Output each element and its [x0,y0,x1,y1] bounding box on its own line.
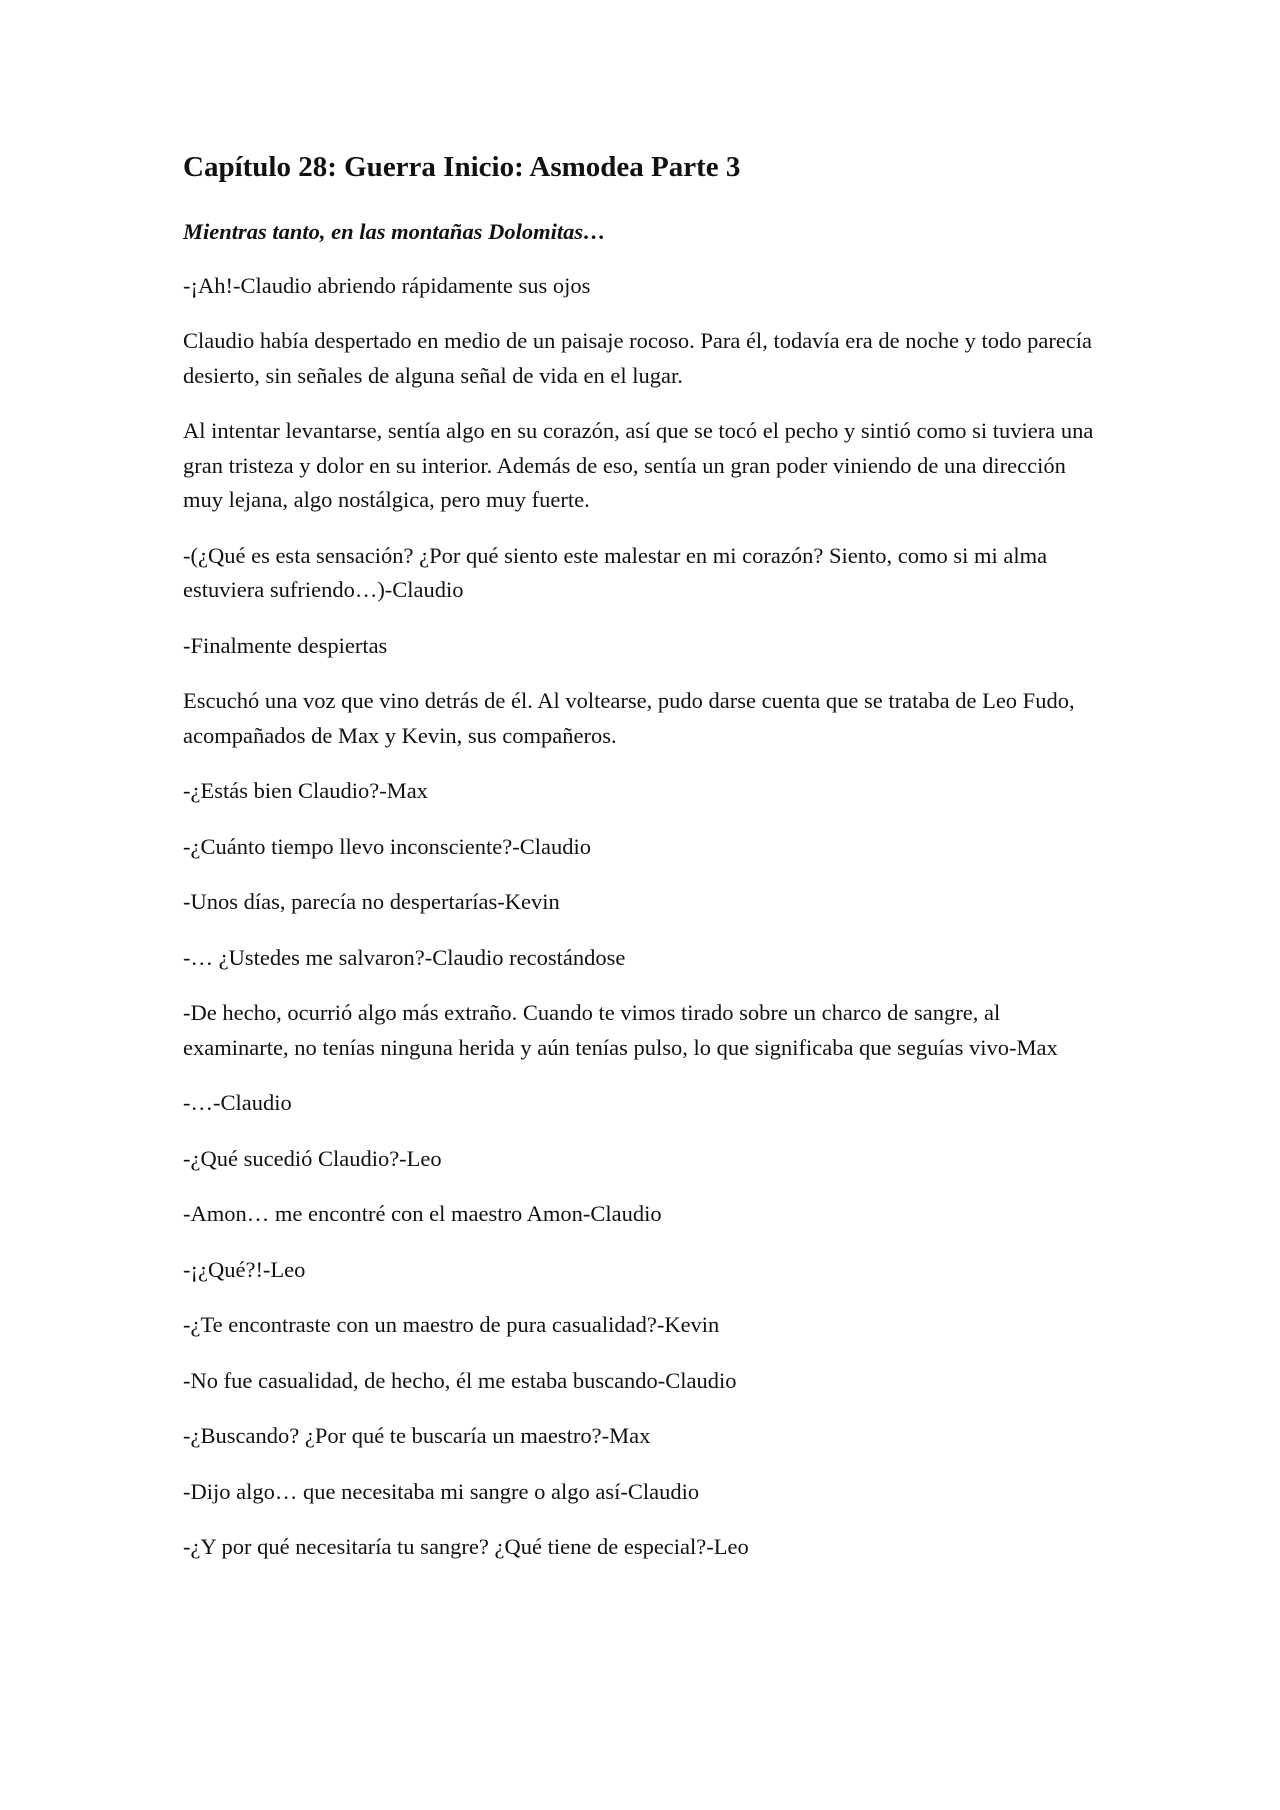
paragraph: -De hecho, ocurrió algo más extraño. Cuando te vimos tirado sobre un charco de sangre, al examinarte, no tenías ninguna herida y aún tenías pulso, lo que significaba que seguías vivo-Max [183,1000,1058,1060]
chapter-title: Capítulo 28: Guerra Inicio: Asmodea Parte 3 [183,151,741,183]
paragraph: -¿Cuánto tiempo llevo inconsciente?-Claudio [183,833,592,859]
paragraph: -¡¿Qué?!-Leo [183,1256,306,1282]
document-page [183,150,1103,1586]
paragraph: -Dijo algo… que necesitaba mi sangre o algo así-Claudio [183,1478,700,1504]
paragraph: -¿Buscando? ¿Por qué te buscaría un maestro?-Max [183,1423,651,1449]
paragraph: -Amon… me encontré con el maestro Amon-Claudio [183,1201,662,1227]
paragraph: Claudio había despertado en medio de un paisaje rocoso. Para él, todavía era de noche y todo parecía desierto, sin señales de alguna señal de vida en el lugar. [183,328,1093,388]
paragraph: Escuchó una voz que vino detrás de él. Al voltearse, pudo darse cuenta que se trataba de Leo Fudo, acompañados de Max y Kevin, sus compañeros. [183,688,1075,748]
paragraph: -¿Qué sucedió Claudio?-Leo [183,1145,442,1171]
scene-subtitle: Mientras tanto, en las montañas Dolomitas… [183,218,606,244]
paragraph: -¿Estás bien Claudio?-Max [183,778,428,804]
paragraph: -¿Y por qué necesitaría tu sangre? ¿Qué tiene de especial?-Leo [183,1534,749,1560]
paragraph: -Finalmente despiertas [183,632,388,658]
paragraph: -No fue casualidad, de hecho, él me estaba buscando-Claudio [183,1367,737,1393]
paragraph: -(¿Qué es esta sensación? ¿Por qué siento este malestar en mi corazón? Siento, como si mi alma estuviera sufriendo…)-Claudio [183,542,1048,603]
paragraph: Al intentar levantarse, sentía algo en su corazón, así que se tocó el pecho y sintió como si tuviera una gran tristeza y dolor en su interior. Además de eso, sentía un gran poder viniendo de una dirección muy lejana, algo nostálgica, pero muy fuerte. [183,418,1094,513]
paragraph: -¿Te encontraste con un maestro de pura casualidad?-Kevin [183,1312,720,1338]
paragraph: -Unos días, parecía no despertarías-Kevin [183,889,560,915]
paragraph: -¡Ah!-Claudio abriendo rápidamente sus ojos [183,272,591,298]
paragraph: -…-Claudio [183,1090,292,1116]
paragraph: -… ¿Ustedes me salvaron?-Claudio recostándose [183,944,626,970]
